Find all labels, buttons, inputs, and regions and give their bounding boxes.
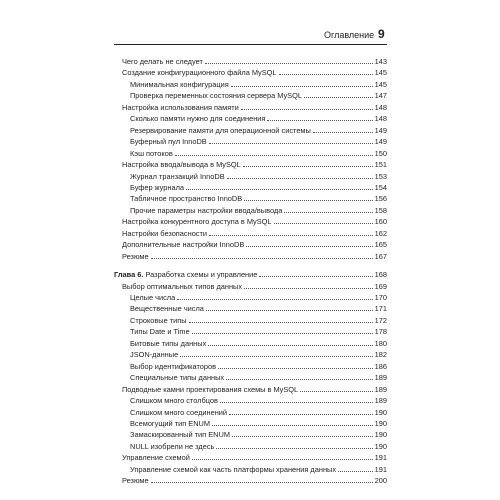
- toc-entry: [114, 90, 387, 101]
- toc-page-number: 180: [374, 338, 387, 348]
- toc-page-number: 149: [374, 125, 387, 135]
- toc-entry-title: Выбор идентификаторов: [130, 361, 217, 371]
- toc-entry: [114, 418, 387, 429]
- toc-page-number: 172: [374, 315, 387, 325]
- toc-entry-title: Табличное пространство InnoDB: [130, 194, 243, 204]
- dot-leader: [244, 281, 373, 289]
- toc-entry-title: Сколько памяти нужно для соединения: [130, 114, 266, 124]
- toc-entry: [114, 441, 387, 452]
- toc-entry-title: Прочие параметры настройки ввода/вывода: [130, 205, 283, 215]
- toc-page-number: 150: [374, 148, 387, 158]
- toc-page-number: 148: [374, 102, 387, 112]
- toc-entry: [114, 228, 387, 239]
- toc-entry: [114, 56, 387, 67]
- toc-entry-title: Журнал транзакций InnoDB: [130, 171, 225, 181]
- toc-entry: [114, 171, 387, 182]
- toc-entry: [114, 79, 387, 90]
- dot-leader: [175, 148, 373, 156]
- dot-leader: [267, 113, 372, 121]
- toc-page-number: 168: [374, 270, 387, 280]
- toc-page-number: 190: [374, 441, 387, 451]
- dot-leader: [151, 251, 373, 259]
- dot-leader: [192, 326, 373, 334]
- toc-entry-title: Создание конфигурационного файла MySQL: [122, 68, 277, 78]
- dot-leader: [189, 315, 373, 323]
- dot-leader: [226, 372, 373, 380]
- dot-leader: [232, 429, 373, 437]
- toc-page-number: 158: [374, 205, 387, 215]
- toc-entry-title: Слишком много соединений: [130, 407, 228, 417]
- toc-entry: [114, 239, 387, 250]
- dot-leader: [246, 239, 372, 247]
- toc-entry-title: Буфер журнала: [130, 183, 185, 192]
- toc-page-number: 189: [374, 373, 387, 383]
- dot-leader: [220, 395, 373, 403]
- toc-entry: [114, 452, 387, 463]
- toc-entry-title: Дополнительные настройки InnoDB: [122, 240, 245, 250]
- toc-page-number: 170: [374, 293, 387, 302]
- dot-leader: [192, 452, 373, 460]
- toc-entry-title: Управление схемой: [122, 453, 190, 463]
- toc-entry-title: Разработка схемы и управление: [145, 270, 258, 280]
- dot-leader: [229, 407, 373, 415]
- dot-leader: [180, 349, 372, 357]
- toc-entry-title: NULL изобрели не здесь: [130, 441, 215, 451]
- toc-entry-title: JSON-данные: [130, 350, 179, 360]
- toc-page-number: 145: [374, 79, 387, 89]
- toc-entry: [114, 159, 387, 170]
- toc-entry: [114, 113, 387, 124]
- toc-page-number: 178: [374, 327, 387, 337]
- toc-page-number: 153: [374, 171, 387, 181]
- toc-page-number: 147: [374, 91, 387, 101]
- page-number: 9: [378, 27, 385, 41]
- toc-entry-title: Буферный пул InnoDB: [130, 137, 207, 147]
- toc-page-number: 191: [374, 464, 387, 474]
- toc-page-number: 191: [374, 453, 387, 463]
- toc-page-number: 151: [374, 160, 387, 170]
- toc-entry-title: Кэш потоков: [130, 148, 173, 158]
- toc-entry-title: Слишком много столбцов: [130, 396, 218, 405]
- toc-page-number: 154: [374, 183, 387, 192]
- toc-entry-title: Всемогущий тип ENUM: [130, 418, 211, 428]
- toc-entry-title: Минимальная конфигурация: [130, 79, 229, 89]
- toc-entry-title: Целые числа: [130, 293, 176, 302]
- toc-entry-title: Выбор оптимальных типов данных: [122, 281, 243, 291]
- dot-leader: [313, 125, 373, 133]
- toc-entry: [114, 395, 387, 406]
- toc-entry: [114, 475, 387, 486]
- toc-page-number: 190: [374, 418, 387, 428]
- toc-entry: [114, 136, 387, 147]
- toc-entry: [114, 315, 387, 326]
- dot-leader: [208, 338, 372, 346]
- toc-page-number: 190: [374, 407, 387, 417]
- toc-entry: [114, 67, 387, 78]
- toc-entry-title: Проверка переменных состояния сервера MySQL: [130, 91, 302, 101]
- toc-entry-title: Настройка использования памяти: [122, 102, 239, 112]
- dot-leader: [338, 464, 373, 472]
- toc-entry-title: Резюме: [122, 476, 149, 486]
- dot-leader: [241, 102, 373, 110]
- dot-leader: [227, 171, 373, 179]
- dot-leader: [231, 79, 373, 87]
- toc-entry: [114, 349, 387, 360]
- toc-entry-title: Настройка ввода/вывода в MySQL: [122, 160, 241, 170]
- dot-leader: [243, 159, 373, 167]
- toc-entry: [114, 125, 387, 136]
- dot-leader: [274, 216, 373, 224]
- toc-entry-title: Управление схемой как часть платформы хранения данных: [130, 464, 337, 474]
- toc-page-number: 189: [374, 396, 387, 405]
- dot-leader: [209, 136, 373, 144]
- dot-leader: [244, 193, 372, 201]
- dot-leader: [205, 56, 373, 64]
- dot-leader: [279, 67, 373, 75]
- toc-entry: [114, 361, 387, 372]
- toc-entry-title: Типы Date и Time: [130, 327, 190, 337]
- toc-entry-title: Настройка конкурентного доступа в MySQL: [122, 217, 272, 227]
- chapter-label: Глава 6.: [114, 270, 144, 280]
- toc-page-number: 143: [374, 57, 387, 66]
- toc-entry: [114, 407, 387, 418]
- toc-page-number: 162: [374, 228, 387, 238]
- toc-entry: [114, 148, 387, 159]
- header-rule: [114, 44, 387, 45]
- toc-entry: [114, 303, 387, 314]
- toc-page-number: 156: [374, 194, 387, 204]
- dot-leader: [300, 384, 372, 392]
- dot-leader: [218, 361, 373, 369]
- dot-leader: [209, 228, 373, 236]
- dot-leader: [259, 269, 372, 277]
- dot-leader: [212, 418, 373, 426]
- running-header-title: Оглавление: [324, 30, 375, 40]
- toc-page-number: 200: [374, 476, 387, 486]
- toc-entry: [114, 102, 387, 113]
- toc-entry: [114, 251, 387, 262]
- toc-page-number: 186: [374, 361, 387, 371]
- toc-entry-title: Замаскированный тип ENUM: [130, 430, 230, 440]
- toc-entry: [114, 205, 387, 216]
- toc-entry-title: Резервирование памяти для операционной системы: [130, 125, 311, 135]
- toc-entry-title: Вещественные числа: [130, 304, 204, 314]
- toc-entry-title: Строковые типы: [130, 315, 187, 325]
- toc-entry: [114, 429, 387, 440]
- toc-entry: [114, 372, 387, 383]
- dot-leader: [177, 292, 372, 300]
- dot-leader: [304, 90, 373, 98]
- toc-page-number: 148: [374, 114, 387, 124]
- dot-leader: [216, 441, 372, 449]
- toc-entry-title: Специальные типы данных: [130, 373, 225, 383]
- toc-entry: [114, 193, 387, 204]
- toc-entry: [114, 338, 387, 349]
- toc-page-number: 182: [374, 350, 387, 360]
- dot-leader: [284, 205, 372, 213]
- toc-entry-title: Резюме: [122, 251, 149, 261]
- toc-page-number: 145: [374, 68, 387, 78]
- toc-entry-title: Настройки безопасности: [122, 228, 208, 238]
- toc-entry: [114, 182, 387, 193]
- toc-entry-title: Чего делать не следует: [122, 57, 203, 66]
- toc-entry: [114, 326, 387, 337]
- toc-entry: [114, 281, 387, 292]
- toc-entry-title: Подводные камни проектирования схемы в MySQL: [122, 384, 299, 394]
- toc-page-number: 149: [374, 137, 387, 147]
- toc-entry: [114, 464, 387, 475]
- toc-page-number: 189: [374, 384, 387, 394]
- toc-entry-title: Битовые типы данных: [130, 338, 207, 348]
- toc-chapter-entry: [114, 269, 387, 280]
- toc-page-number: 169: [374, 281, 387, 291]
- dot-leader: [206, 303, 373, 311]
- toc-page-number: 190: [374, 430, 387, 440]
- toc-page-number: 171: [374, 304, 387, 314]
- toc-entry: [114, 384, 387, 395]
- toc-entry: [114, 216, 387, 227]
- toc-page-number: 160: [374, 217, 387, 227]
- dot-leader: [186, 182, 373, 190]
- toc-page-number: 167: [374, 251, 387, 261]
- toc-entry: [114, 292, 387, 303]
- dot-leader: [151, 475, 373, 483]
- toc-page-number: 165: [374, 240, 387, 250]
